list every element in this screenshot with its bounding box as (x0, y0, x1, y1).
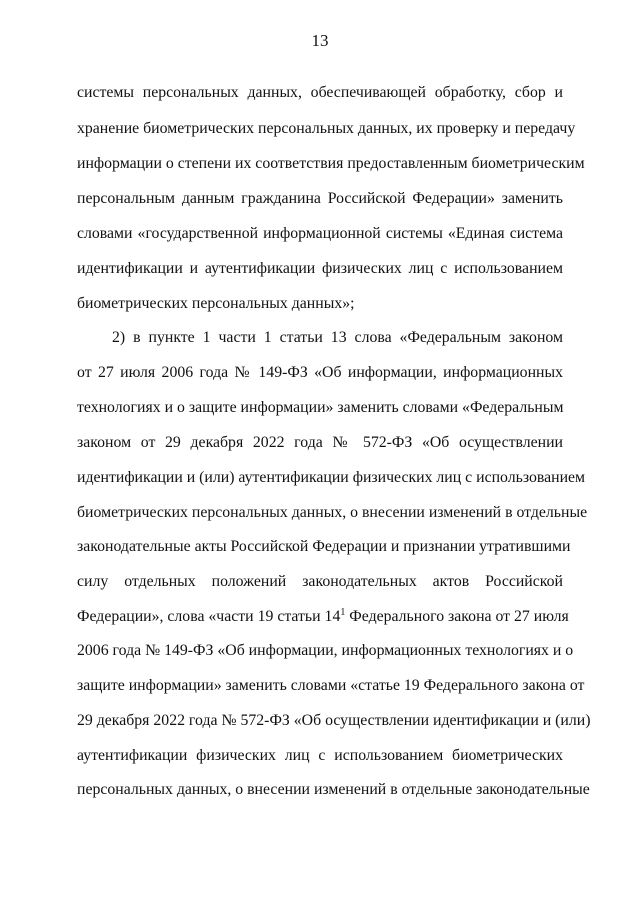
text-line: информации о степени их соответствия предоставленным биометрическим (77, 155, 585, 172)
text-line: персональных данных, о внесении изменений в отдельные законодательные (77, 781, 590, 798)
text-line: 29 декабря 2022 года № 572-ФЗ «Об осуществлении идентификации и (или) (77, 712, 591, 729)
text-segment: Федерального закона от 27 июля (345, 608, 569, 625)
text-line: технологиях и о защите информации» заменить словами «Федеральным (77, 399, 564, 416)
text-line: законом от 29 декабря 2022 года № 572-ФЗ «Об осуществлении (77, 434, 563, 451)
text-line: идентификации и (или) аутентификации физических лиц с использованием (77, 469, 586, 486)
text-line: силу отдельных положений законодательных актов Российской (77, 573, 563, 590)
page-number: 13 (311, 31, 329, 50)
text-segment: Федерации», слова «части 19 статьи 14 (77, 608, 341, 625)
superscript: 1 (340, 607, 346, 618)
text-line: словами «государственной информационной системы «Единая система (77, 225, 563, 242)
text-line: системы персональных данных, обеспечивающей обработку, сбор и (77, 84, 563, 101)
text-line: защите информации» заменить словами «статье 19 Федерального закона от (77, 677, 585, 694)
text-line: хранение биометрических персональных данных, их проверку и передачу (77, 120, 576, 137)
text-line: законодательные акты Российской Федерации и признании утратившими (77, 538, 571, 555)
text-line: персональным данным гражданина Российской Федерации» заменить (77, 190, 563, 207)
text-line: от 27 июля 2006 года № 149-ФЗ «Об информации, информационных (77, 364, 563, 381)
text-line (77, 607, 569, 627)
text-line: 2006 года № 149-ФЗ «Об информации, информационных технологиях и о (77, 642, 574, 659)
text-line: биометрических персональных данных, о внесении изменений в отдельные (77, 504, 588, 521)
text-line: аутентификации физических лиц с использованием биометрических (77, 747, 563, 764)
text-line: идентификации и аутентификации физических лиц с использованием (77, 260, 563, 277)
text-line: 2) в пункте 1 части 1 статьи 13 слова «Федеральным законом (112, 329, 563, 346)
text-line: биометрических персональных данных»; (77, 295, 355, 312)
